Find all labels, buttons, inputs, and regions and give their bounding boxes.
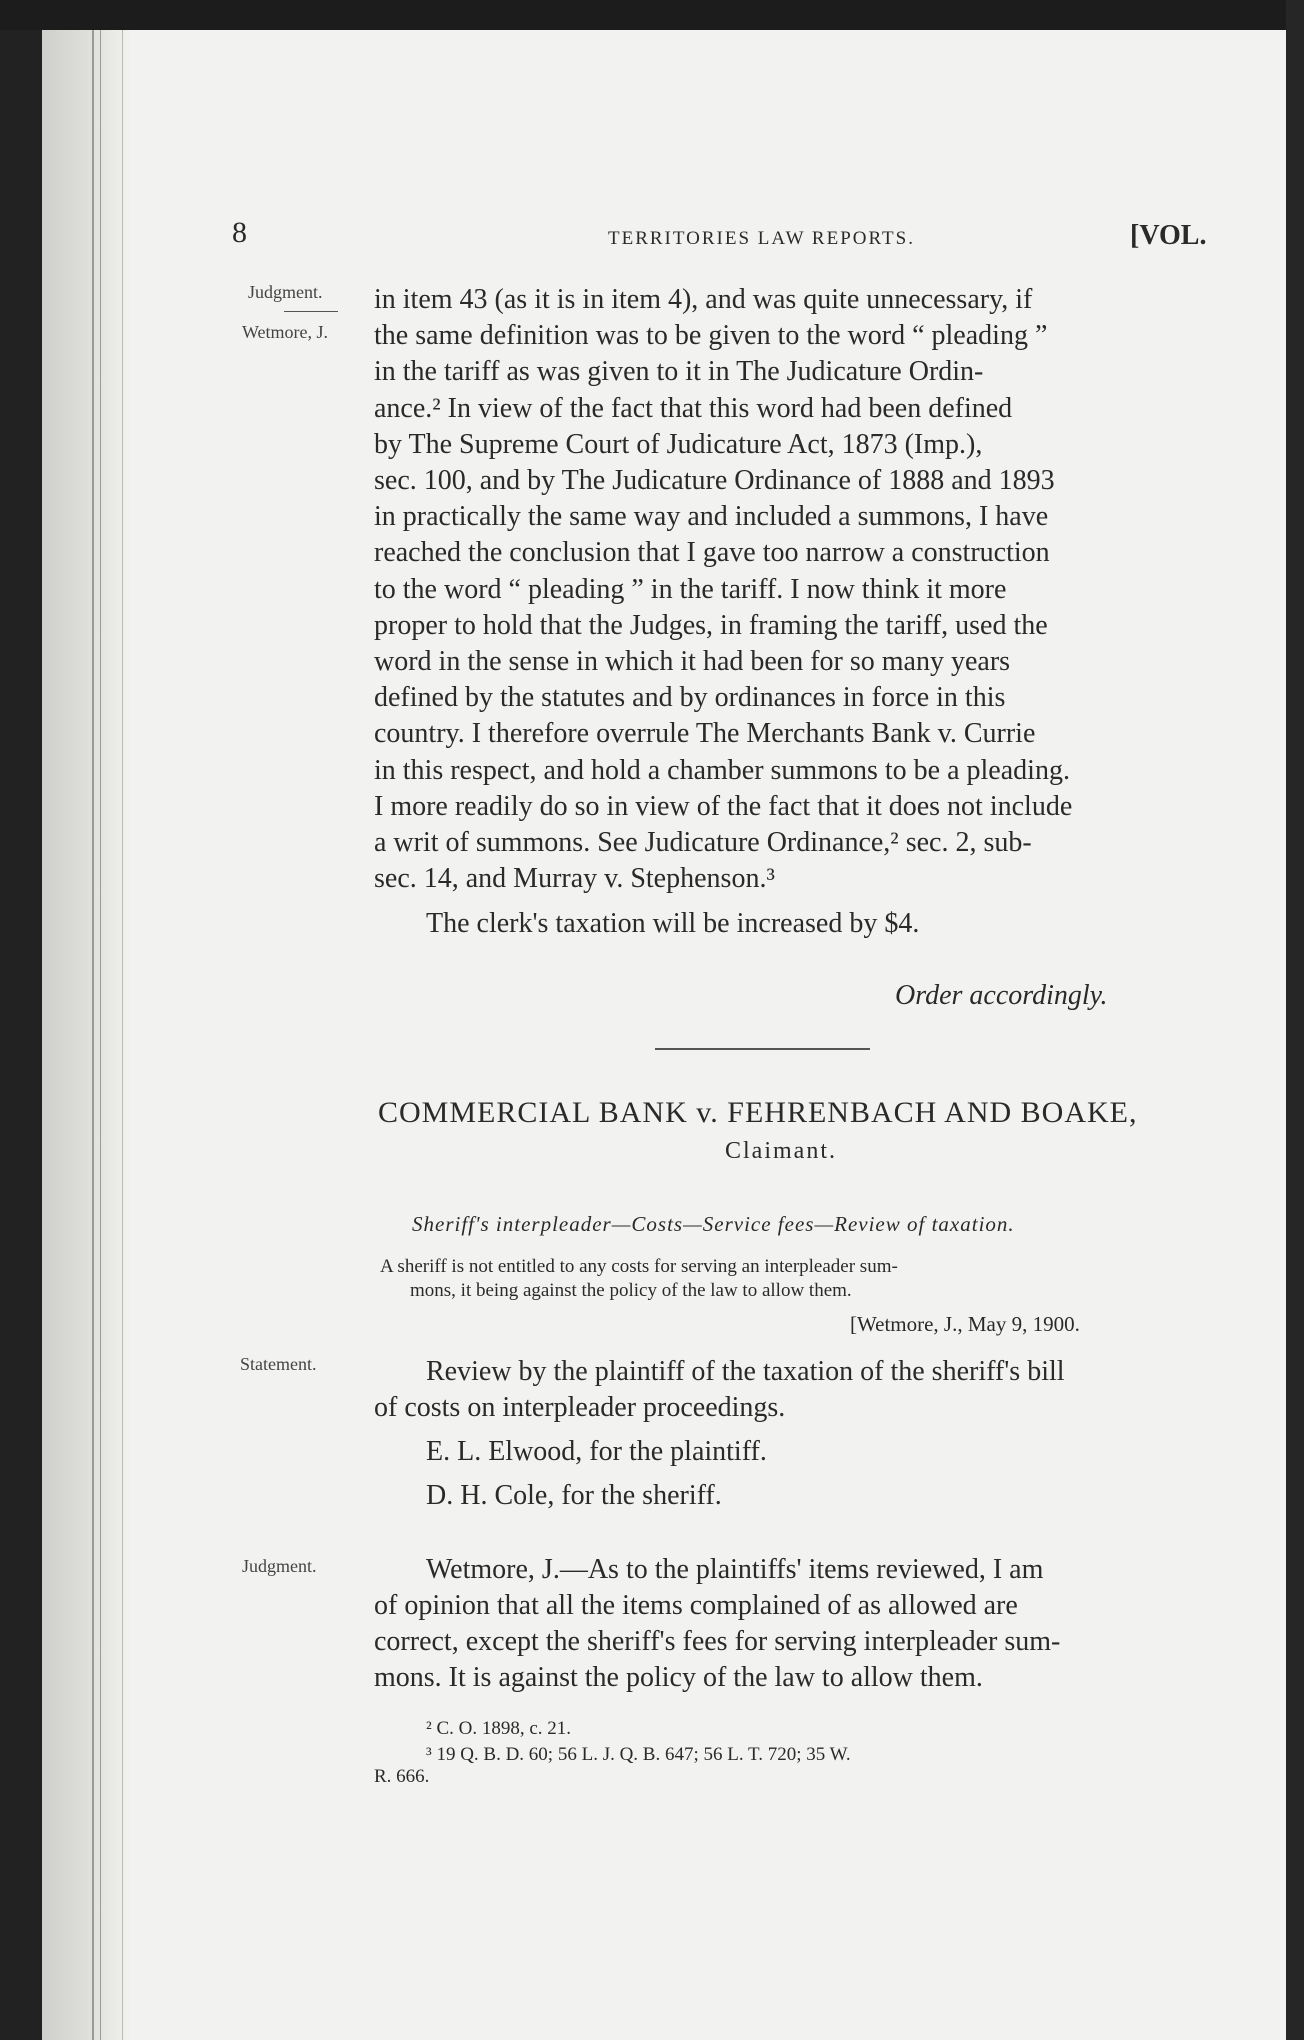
opinion-line: in practically the same way and included a summons, I have [374,501,1049,533]
judgment-line-1: Wetmore, J.—As to the plaintiffs' items reviewed, I am [426,1554,1044,1585]
opinion-line: sec. 100, and by The Judicature Ordinance of 1888 and 1893 [374,465,1055,496]
headnote-line-1: A sheriff is not entitled to any costs for serving an interpleader sum- [380,1256,898,1277]
opinion-line: word in the sense in which it had been for so many years [374,646,1011,677]
margin-rule [284,311,338,312]
margin-note-judgment: Judgment. [248,282,323,302]
section-separator [655,1048,870,1050]
scan-right-edge [1286,0,1304,2040]
opinion-line: proper to hold that the Judges, in framing the tariff, used the [374,609,1048,641]
opinion-line: in this respect, and hold a chamber summons to be a pleading. [374,754,1070,786]
judgment-line-4: mons. It is against the policy of the law to allow them. [374,1662,983,1693]
counsel-sheriff: D. H. Cole, for the sheriff. [426,1480,722,1511]
opinion-line: ance.² In view of the fact that this word had been defined [374,392,1013,424]
margin-note-statement: Statement. [240,1354,317,1374]
gutter-line [100,30,101,2040]
opinion-line: by The Supreme Court of Judicature Act, 1873 (Imp.), [374,428,983,460]
case-title: COMMERCIAL BANK v. FEHRENBACH AND BOAKE, [378,1096,1138,1129]
footnote-2: ² C. O. 1898, c. 21. [426,1718,572,1739]
statement-line-2: of costs on interpleader proceedings. [374,1392,786,1423]
gutter-line [92,30,94,2040]
order-line: Order accordingly. [895,980,1108,1011]
margin-note-judge: Wetmore, J. [242,322,329,342]
footnote-3: ³ 19 Q. B. D. 60; 56 L. J. Q. B. 647; 56 L. T. 720; 35 W. [426,1744,851,1765]
case-citation: [Wetmore, J., May 9, 1900. [850,1312,1080,1336]
opinion-line: a writ of summons. See Judicature Ordinance,² sec. 2, sub- [374,827,1032,858]
margin-note-judgment-2: Judgment. [242,1556,317,1576]
opinion-line: to the word “ pleading ” in the tariff. I now think it more [374,573,1007,605]
taxation-line: The clerk's taxation will be increased by $4. [426,908,920,939]
footnote-3-cont: R. 666. [374,1766,430,1787]
binding-gutter [42,30,132,2040]
judgment-line-3: correct, except the sheriff's fees for serving interpleader sum- [374,1626,1061,1657]
opinion-line: defined by the statutes and by ordinances in force in this [374,682,1006,714]
statement-line-1: Review by the plaintiff of the taxation of the sheriff's bill [426,1356,1065,1387]
catchwords: Sheriff's interpleader—Costs—Service fees—Review of taxation. [412,1212,1015,1236]
opinion-line: country. I therefore overrule The Merchants Bank v. Currie [374,718,1036,750]
gutter-line [122,30,123,2040]
counsel-plaintiff: E. L. Elwood, for the plaintiff. [426,1436,767,1467]
scan-top-edge [0,0,1304,30]
opinion-line: in the tariff as was given to it in The Judicature Ordin- [374,356,984,388]
case-claimant: Claimant. [725,1138,837,1164]
judgment-line-2: of opinion that all the items complained of as allowed are [374,1590,1018,1621]
opinion-line: sec. 14, and Murray v. Stephenson.³ [374,863,775,895]
running-head: TERRITORIES LAW REPORTS. [608,228,915,249]
opinion-line: the same definition was to be given to the word “ pleading ” [374,320,1048,352]
opinion-line: reached the conclusion that I gave too narrow a construction [374,537,1050,569]
opinion-line: in item 43 (as it is in item 4), and was quite unnecessary, if [374,284,1033,315]
volume-mark: [VOL. [1130,220,1207,251]
page-number: 8 [232,216,247,249]
headnote-line-2: mons, it being against the policy of the law to allow them. [410,1280,852,1301]
opinion-line: I more readily do so in view of the fact that it does not include [374,790,1073,822]
